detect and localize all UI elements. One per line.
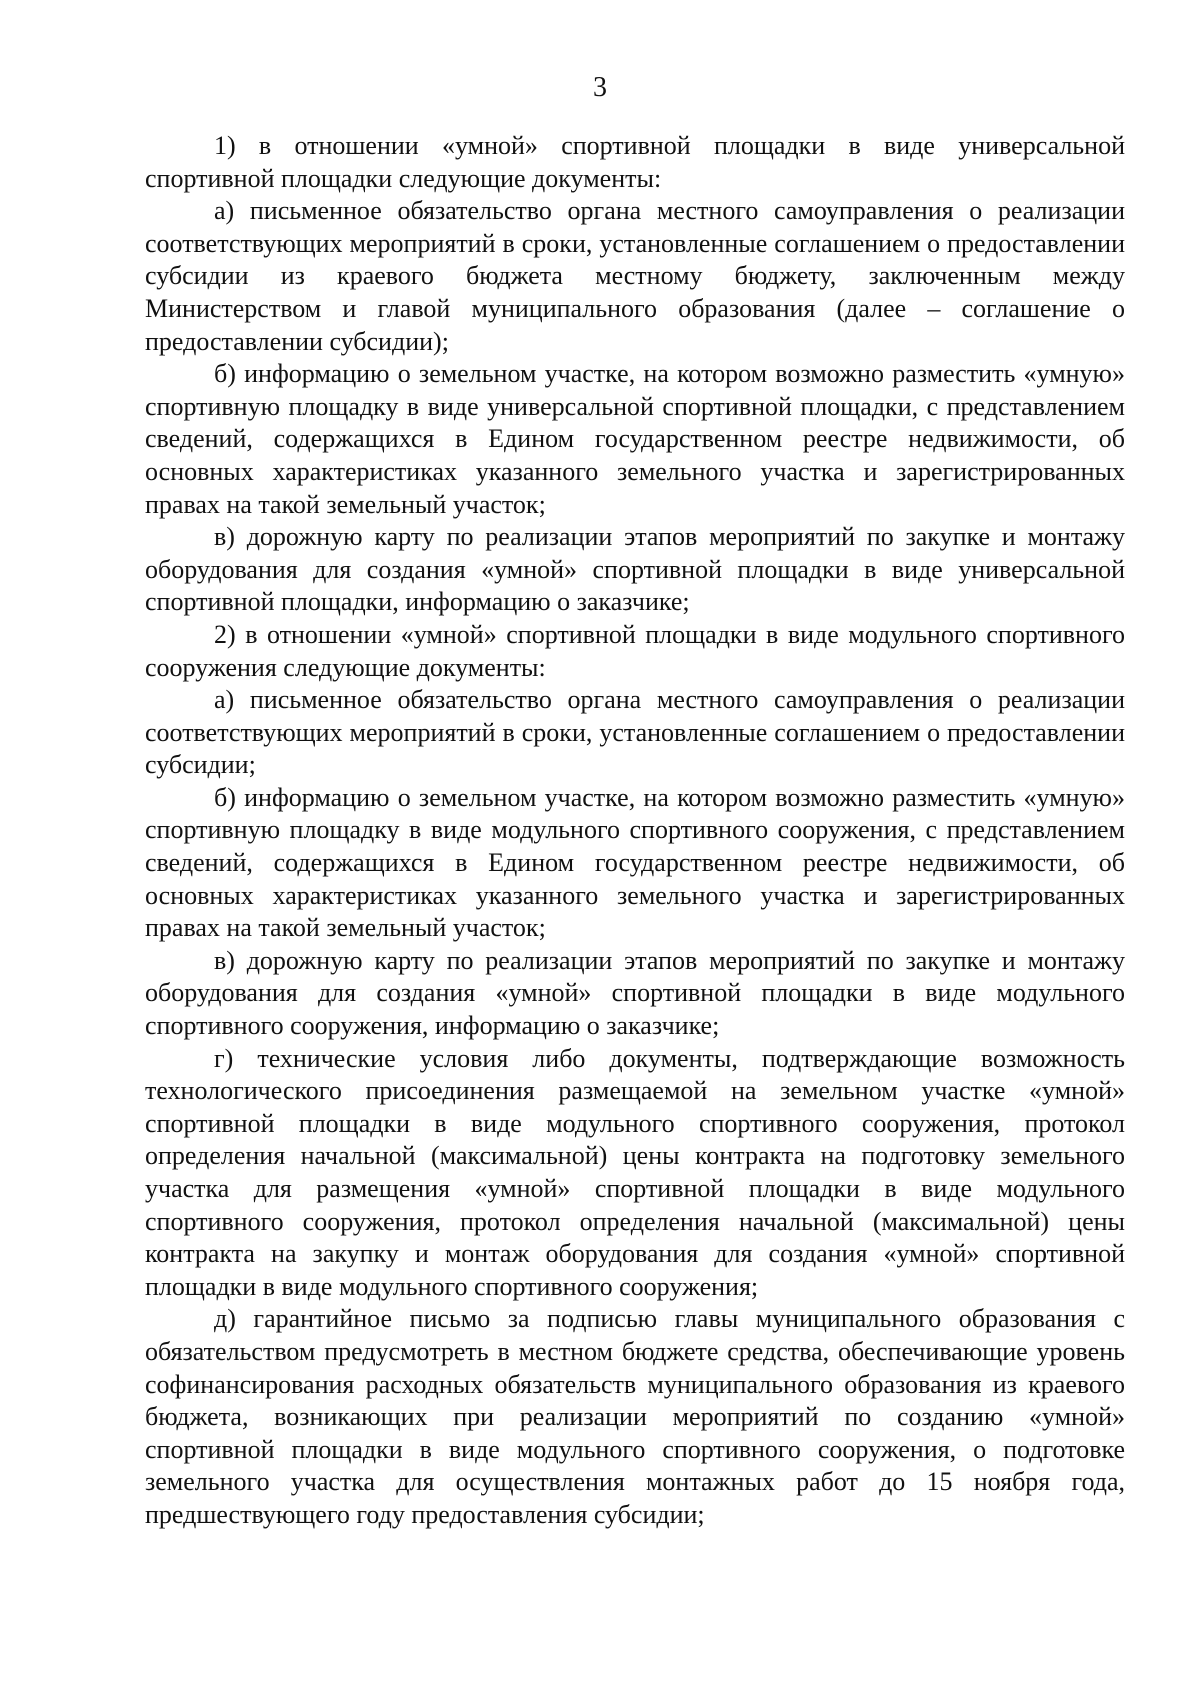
paragraph-item-2d: д) гарантийное письмо за подписью главы муниципального образования с обязательством предусмотреть в местном бюджете средства, обеспечивающие уровень софинансирования расходных обязательств муниципального образования из краевого бюджета, возникающих при реализации мероприятий по созданию «умной» спортивной площадки в виде модульного спортивного сооружения, о подготовке земельного участка для осуществления монтажных работ до 15 ноября года, предшествующего году предоставления субсидии; [145,1304,1125,1529]
paragraph-item-1: 1) в отношении «умной» спортивной площадки в виде универсальной спортивной площадки следующие документы: [145,131,1125,193]
paragraph-item-2g: г) технические условия либо документы, подтверждающие возможность технологического присоединения размещаемой на земельном участке «умной» спортивной площадки в виде модульного спортивного сооружения, протокол определения начальной (максимальной) цены контракта на подготовку земельного участка для размещения «умной» спортивной площадки в виде модульного спортивного сооружения, протокол определения начальной (максимальной) цены контракта на закупку и монтаж оборудования для создания «умной» спортивной площадки в виде модульного спортивного сооружения; [145,1043,1125,1301]
paragraph-item-2v: в) дорожную карту по реализации этапов мероприятий по закупке и монтажу оборудования для создания «умной» спортивной площадки в виде модульного спортивного сооружения, информацию о заказчике; [145,945,1125,1041]
paragraph-item-2a: а) письменное обязательство органа местного самоуправления о реализации соответствующих мероприятий в сроки, установленные соглашением о предоставлении субсидии; [145,685,1125,780]
paragraph-item-1v: в) дорожную карту по реализации этапов мероприятий по закупке и монтажу оборудования для создания «умной» спортивной площадки в виде универсальной спортивной площадки, информацию о заказчике; [145,522,1125,617]
document-body [145,130,1125,1532]
paragraph-item-2b: б) информацию о земельном участке, на котором возможно разместить «умную» спортивную площадку в виде модульного спортивного сооружения, с представлением сведений, содержащихся в Едином государственном реестре недвижимости, об основных характеристиках указанного земельного участка и зарегистрированных правах на такой земельный участок; [145,782,1125,943]
page-number: 3 [593,72,607,103]
paragraph-item-1a: а) письменное обязательство органа местного самоуправления о реализации соответствующих мероприятий в сроки, установленные соглашением о предоставлении субсидии из краевого бюджета местному бюджету, заключенным между Министерством и главой муниципального образования (далее – соглашение о предоставлении субсидии); [145,196,1125,356]
paragraph-item-1b: б) информацию о земельном участке, на котором возможно разместить «умную» спортивную площадку в виде универсальной спортивной площадки, с представлением сведений, содержащихся в Едином государственном реестре недвижимости, об основных характеристиках указанного земельного участка и зарегистрированных правах на такой земельный участок; [145,359,1125,519]
paragraph-item-2: 2) в отношении «умной» спортивной площадки в виде модульного спортивного сооружения следующие документы: [145,619,1125,682]
